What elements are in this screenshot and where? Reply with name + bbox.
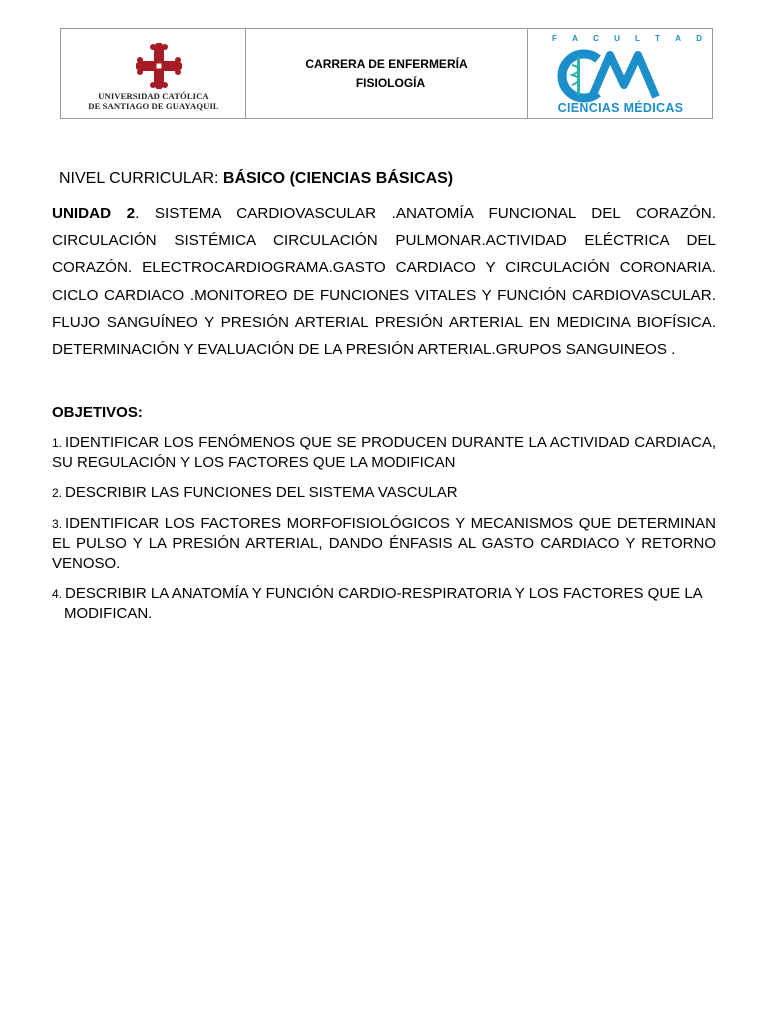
document-header	[60, 28, 713, 119]
objective-text: DESCRIBIR LA ANATOMÍA Y FUNCIÓN CARDIO-RESPIRATORIA Y LOS FACTORES QUE LA	[65, 585, 703, 602]
faculty-letter: A	[572, 34, 578, 43]
objectives-title: OBJETIVOS:	[52, 404, 143, 421]
faculty-word	[552, 34, 702, 43]
level-value: BÁSICO (CIENCIAS BÁSICAS)	[222, 170, 454, 187]
objective-item	[52, 514, 716, 574]
faculty-letter: T	[655, 34, 661, 43]
ucsg-cross-icon	[136, 43, 182, 89]
faculty-letter: L	[635, 34, 640, 43]
objective-text: IDENTIFICAR LOS FACTORES MORFOFISIOLÓGICOS Y MECANISMOS QUE DETERMINAN EL PULSO Y LA PRESIÓN ARTERIAL, DANDO ÉNFASIS AL GASTO CARDIACO Y RETORNO VENOSO.	[52, 515, 716, 572]
university-logo-cell	[61, 29, 246, 118]
unit-text: . SISTEMA CARDIOVASCULAR .ANATOMÍA FUNCIONAL DEL CORAZÓN. CIRCULACIÓN SISTÉMICA CIRCULACIÓN PULMONAR.ACTIVIDAD ELÉCTRICA DEL CORAZÓN. ELECTROCARDIOGRAMA.GASTO CARDIACO Y CIRCULACIÓN CORONARIA. CICLO CARDIACO .MONITOREO DE FUNCIONES VITALES Y FUNCIÓN CARDIOVASCULAR. FLUJO SANGUÍNEO Y PRESIÓN ARTERIAL PRESIÓN ARTERIAL EN MEDICINA BIOFÍSICA. DETERMINACIÓN Y EVALUACIÓN DE LA PRESIÓN ARTERIAL.GRUPOS SANGUINEOS .	[52, 205, 716, 359]
header-title-cell	[246, 29, 528, 118]
curricular-level	[59, 170, 453, 188]
objective-number: 2.	[52, 486, 63, 500]
faculty-caption: CIENCIAS MÉDICAS	[557, 101, 684, 115]
faculty-letter: F	[552, 34, 557, 43]
career-title: CARRERA DE ENFERMERÍA	[305, 56, 468, 71]
ciencias-medicas-logo-icon	[552, 45, 692, 105]
objective-item	[52, 483, 716, 503]
objective-item	[52, 433, 716, 473]
objective-text: DESCRIBIR LAS FUNCIONES DEL SISTEMA VASCULAR	[65, 484, 458, 501]
objective-text-continuation: MODIFICAN.	[64, 605, 153, 622]
objective-text: IDENTIFICAR LOS FENÓMENOS QUE SE PRODUCEN DURANTE LA ACTIVIDAD CARDIACA, SU REGULACIÓN Y LOS FACTORES QUE LA MODIFICAN	[52, 434, 716, 471]
objective-item	[52, 584, 742, 624]
unit-description	[52, 200, 716, 363]
faculty-letter: D	[696, 34, 702, 43]
objective-number: 1.	[52, 436, 63, 450]
level-label: NIVEL CURRICULAR:	[59, 170, 223, 187]
faculty-letter: U	[614, 34, 620, 43]
university-name-line2: DE SANTIAGO DE GUAYAQUIL	[88, 101, 219, 111]
objective-number: 4.	[52, 587, 63, 601]
objective-number: 3.	[52, 517, 63, 531]
faculty-logo-cell	[528, 29, 712, 118]
subject-title: FISIOLOGÍA	[355, 75, 426, 90]
faculty-letter: C	[593, 34, 599, 43]
faculty-letter: A	[675, 34, 682, 43]
unit-label: UNIDAD 2	[52, 205, 136, 222]
university-name-line1: UNIVERSIDAD CATÓLICA	[98, 91, 209, 101]
